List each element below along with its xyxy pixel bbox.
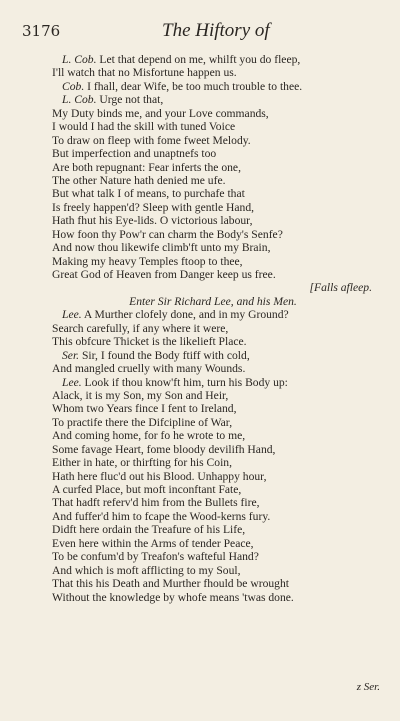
verse-line: And coming home, for fo he wrote to me,	[52, 429, 246, 443]
speaker-name: Ser.	[62, 348, 80, 362]
verse-line: But what talk I of means, to purchafe that	[52, 187, 245, 201]
speech-line	[52, 349, 374, 362]
verse-line: But imperfection and unaptnefs too	[52, 147, 217, 161]
page-header	[22, 20, 382, 46]
verse-line: Hath here fluc'd out his Blood. Unhappy hour,	[52, 469, 267, 483]
speech-text: A Murther clofely done, and in my Ground?	[81, 308, 289, 322]
verse-line: And mangled cruelly with many Wounds.	[52, 362, 246, 376]
speech-line	[52, 308, 374, 321]
verse-line: Is freely happen'd? Sleep with gentle Hand,	[52, 200, 255, 214]
speech-text: Sir, I found the Body ftiff with cold,	[79, 348, 250, 362]
verse-line: Are both repugnant: Fear inferts the one,	[52, 160, 241, 174]
verse-line: Didft here ordain the Treafure of his Life,	[52, 523, 246, 537]
verse-line: That this his Death and Murther fhould be wrought	[52, 577, 289, 591]
speech-text: Urge not that,	[96, 93, 164, 107]
verse-line: Some favage Heart, fome bloody devilifh Hand,	[52, 442, 276, 456]
verse-line: The other Nature hath denied me ufe.	[52, 173, 226, 187]
verse-line: Alack, it is my Son, my Son and Heir,	[52, 388, 229, 402]
speaker-name: L. Cob.	[62, 93, 97, 107]
play-text	[52, 53, 374, 604]
verse-line: Without the knowledge by whofe means 'twas done.	[52, 590, 294, 604]
speaker-name: Lee.	[62, 308, 82, 322]
verse-line: Even here within the Arms of tender Peace,	[52, 536, 254, 550]
speech-text: Look if thou know'ft him, turn his Body up:	[81, 375, 288, 389]
page-number: 3176	[22, 22, 61, 40]
verse-line: Whom two Years fince I fent to Ireland,	[52, 402, 237, 416]
speaker-name: Cob.	[62, 79, 85, 93]
verse-line: To be confum'd by Treafon's wafteful Hand?	[52, 550, 259, 564]
verse-line: I would I had the skill with tuned Voice	[52, 120, 236, 134]
verse-line: To draw on fleep with fome fweet Melody.	[52, 133, 251, 147]
verse-line: Hath fhut his Eye-lids. O victorious labour,	[52, 214, 253, 228]
verse-line: Either in hate, or thirfting for his Coin,	[52, 456, 232, 470]
speech-line	[52, 80, 374, 93]
catchword: z Ser.	[356, 681, 380, 693]
verse-line: Great God of Heaven from Danger keep us free.	[52, 268, 276, 281]
verse-line: And fuffer'd him to fcape the Wood-kerns fury.	[52, 509, 271, 523]
verse-line: I'll watch that no Misfortune happen us.	[52, 66, 237, 80]
stage-direction-entry: Enter Sir Richard Lee, and his Men.	[129, 294, 297, 308]
verse-line: This obfcure Thicket is the likelieft Place.	[52, 335, 247, 349]
verse-line: Search carefully, if any where it were,	[52, 321, 229, 335]
speaker-name: L. Cob.	[62, 53, 97, 66]
running-title: The Hiftory of	[162, 20, 270, 41]
stage-direction: [Falls afleep.	[309, 281, 372, 295]
verse-line: That hadft referv'd him from the Bullets fire,	[52, 496, 260, 510]
verse-line: And which is moft afflicting to my Soul,	[52, 563, 241, 577]
verse-line: How foon thy Pow'r can charm the Body's Senfe?	[52, 227, 283, 241]
verse-line: And now thou likewife climb'ft unto my Brain,	[52, 241, 271, 255]
speaker-name: Lee.	[62, 375, 82, 389]
verse-line: To practife there the Difcipline of War,	[52, 415, 233, 429]
verse-line: My Duty binds me, and your Love commands,	[52, 106, 269, 120]
verse-line: Making my heavy Temples ftoop to thee,	[52, 254, 243, 268]
verse-line: A curfed Place, but moft inconftant Fate,	[52, 483, 242, 496]
speech-line	[52, 376, 374, 389]
speech-line	[52, 53, 374, 66]
speech-text: Let that depend on me, whilft you do fleep,	[96, 53, 301, 66]
speech-text: I fhall, dear Wife, be too much trouble to thee.	[84, 79, 303, 93]
speech-line	[52, 93, 374, 106]
